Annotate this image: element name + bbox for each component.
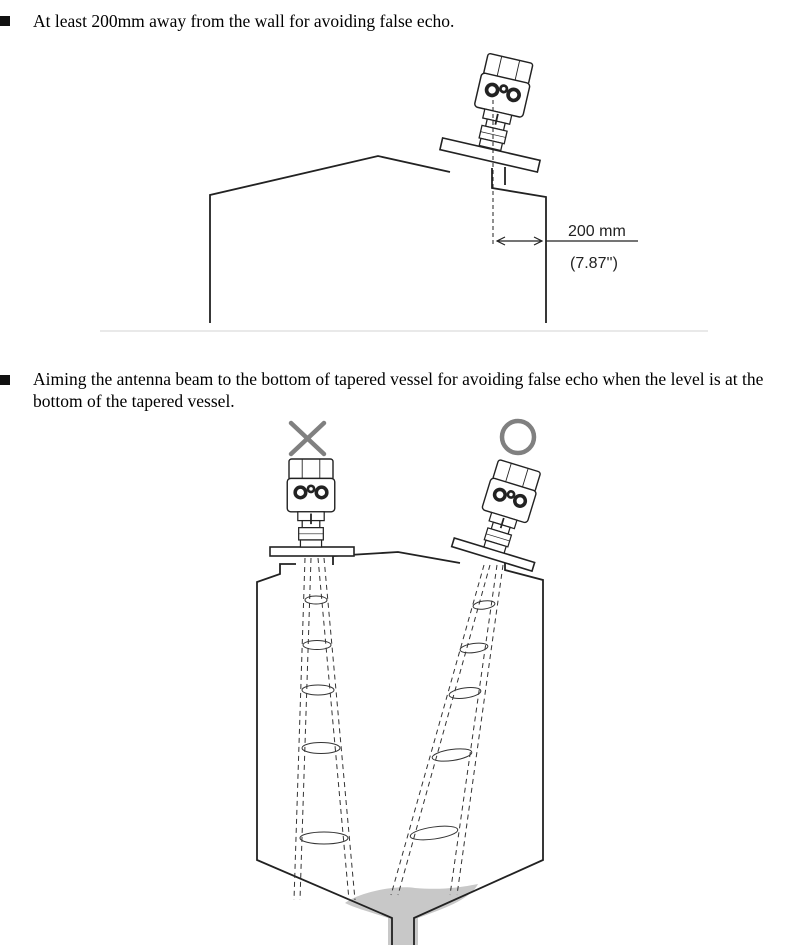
radar-sensor-icon (471, 459, 542, 557)
mounting-flange (270, 547, 354, 556)
circle-mark-icon (502, 421, 534, 453)
dimension-inch-label: (7.87'') (570, 255, 618, 272)
beam-rings (300, 596, 348, 844)
dimension-mm-label: 200 mm (568, 223, 626, 240)
instruction-text: Aiming the antenna beam to the bottom of tapered vessel for avoiding false echo when the level is at the bottom of the tapered vessel. (33, 369, 764, 411)
beam-angled (391, 565, 503, 895)
material-heap (345, 884, 478, 945)
wall-distance-diagram (100, 53, 708, 331)
vessel-outline (210, 156, 450, 323)
radar-sensor-icon (287, 459, 335, 547)
x-mark-icon (291, 423, 324, 454)
beam-rings (409, 600, 495, 843)
instruction-text: At least 200mm away from the wall for avoiding false echo. (33, 11, 455, 31)
vessel-outline (492, 168, 546, 323)
radar-sensor-icon (466, 53, 535, 154)
vessel-outline (414, 560, 543, 945)
tapered-vessel-diagram (257, 421, 543, 945)
beam-vertical (294, 558, 355, 900)
vessel-outline (257, 564, 392, 945)
